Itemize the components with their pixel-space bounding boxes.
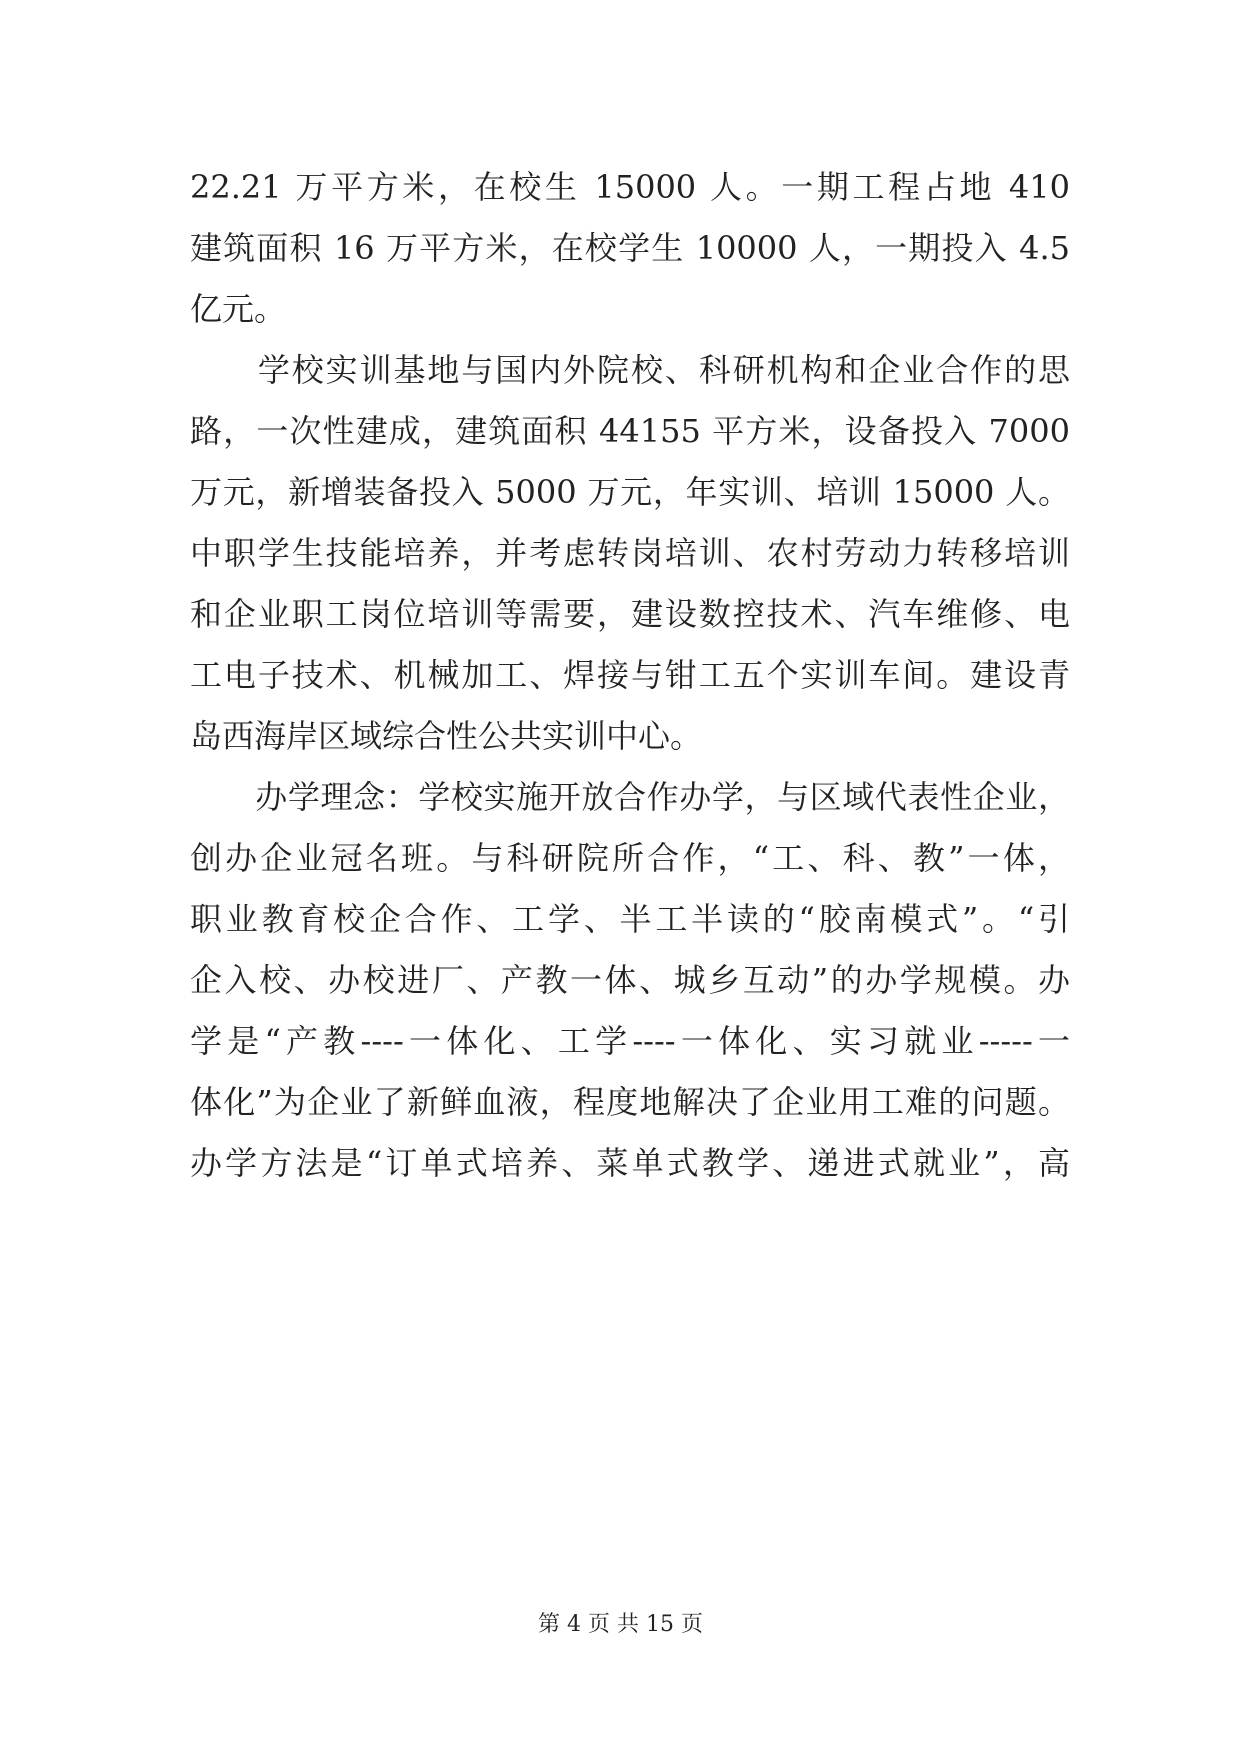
text-line: 建筑面积 16 万平方米，在校学生 10000 人，一期投入 4.5 xyxy=(190,229,1070,267)
text-line: 亿元。 xyxy=(190,290,287,328)
text-line: 路，一次性建成，建筑面积 44155 平方米，设备投入 7000 xyxy=(190,412,1070,450)
text-line: 办学方法是“订单式培养、菜单式教学、递进式就业”，高 xyxy=(190,1144,1070,1182)
text-line: 创办企业冠名班。与科研院所合作，“工、科、教”一体， xyxy=(190,839,1070,877)
paragraph xyxy=(190,340,1070,767)
page-footer: 第 4 页 共 15 页 xyxy=(538,1612,703,1637)
text-line: 中职学生技能培养，并考虑转岗培训、农村劳动力转移培训 xyxy=(190,534,1070,572)
text-line: 学校实训基地与国内外院校、科研机构和企业合作的思 xyxy=(190,351,1070,389)
text-line: 学是“产教----一体化、工学----一体化、实习就业-----一 xyxy=(190,1022,1070,1060)
text-line: 万元，新增装备投入 5000 万元，年实训、培训 15000 人。 xyxy=(190,473,1070,511)
paragraph xyxy=(190,767,1070,1194)
text-line: 体化”为企业了新鲜血液，程度地解决了企业用工难的问题。 xyxy=(190,1083,1070,1121)
text-line: 工电子技术、机械加工、焊接与钳工五个实训车间。建设青 xyxy=(190,656,1070,694)
text-line: 和企业职工岗位培训等需要，建设数控技术、汽车维修、电 xyxy=(190,595,1070,633)
text-line: 职业教育校企合作、工学、半工半读的“胶南模式”。“引 xyxy=(190,900,1070,938)
paragraph xyxy=(190,157,1070,340)
text-line: 岛西海岸区域综合性公共实训中心。 xyxy=(190,717,703,755)
text-line: 企入校、办校进厂、产教一体、城乡互动”的办学规模。办 xyxy=(190,961,1070,999)
text-line: 22.21 万平方米，在校生 15000 人。一期工程占地 410 xyxy=(190,168,1070,206)
document-body xyxy=(190,157,1070,1194)
text-line: 办学理念：学校实施开放合作办学，与区域代表性企业， xyxy=(190,778,1070,816)
